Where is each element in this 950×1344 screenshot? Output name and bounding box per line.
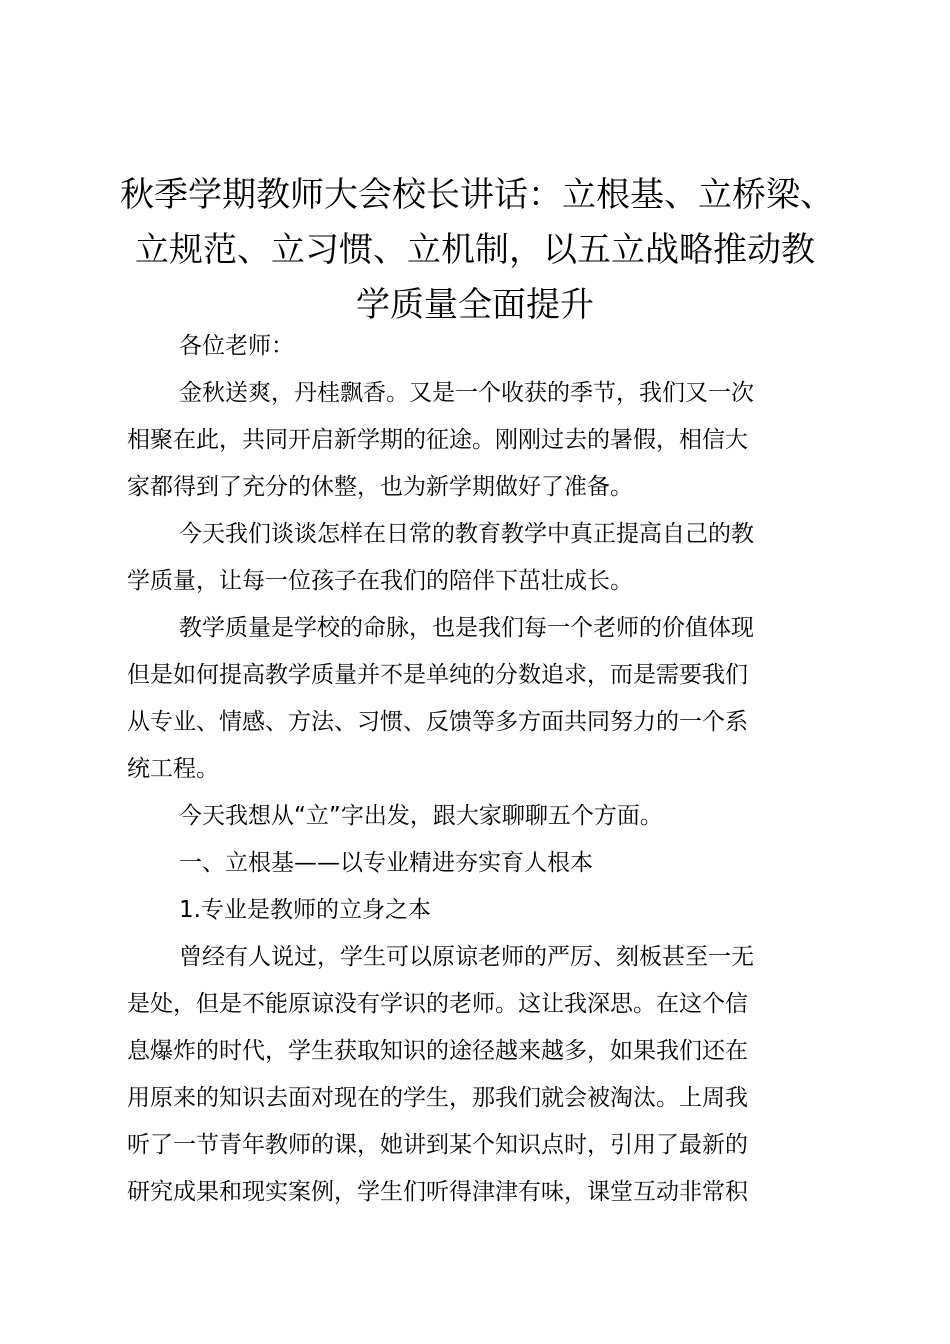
title-line-1: 秋季学期教师大会校长讲话：立根基、立桥梁、	[120, 175, 834, 215]
document-title	[120, 168, 834, 333]
paragraph-4: 今天我想从“立”字出发，跟大家聊聊五个方面。	[179, 803, 663, 829]
title-line-3: 学质量全面提升	[356, 285, 594, 325]
paragraph-3-line-3: 从专业、情感、方法、习惯、反馈等多方面共同努力的一个系	[127, 709, 748, 735]
paragraph-2	[127, 511, 833, 605]
document-body	[127, 323, 833, 1216]
paragraph-5-line-6: 研究成果和现实案例，学生们听得津津有味，课堂互动非常积	[127, 1179, 748, 1205]
paragraph-1-line-2: 相聚在此，共同开启新学期的征途。刚刚过去的暑假，相信大	[127, 427, 748, 453]
paragraph-1-line-3: 家都得到了充分的休整，也为新学期做好了准备。	[127, 474, 633, 500]
paragraph-3-line-4: 统工程。	[127, 756, 219, 782]
paragraph-5-line-5: 听了一节青年教师的课，她讲到某个知识点时，引用了最新的	[127, 1132, 748, 1158]
paragraph-5-line-2: 是处，但是不能原谅没有学识的老师。这让我深思。在这个信	[127, 991, 748, 1017]
subheading-1: 1.专业是教师的立身之本	[179, 897, 431, 923]
title-line-2: 立规范、立习惯、立机制，以五立战略推动教	[135, 230, 815, 270]
paragraph-5-line-4: 用原来的知识去面对现在的学生，那我们就会被淘汰。上周我	[127, 1085, 748, 1111]
paragraph-1	[127, 370, 833, 511]
section-heading-1: 一、立根基——以专业精进夯实育人根本	[179, 850, 593, 876]
paragraph-3	[127, 605, 833, 793]
paragraph-2-line-2: 学质量，让每一位孩子在我们的陪伴下茁壮成长。	[127, 568, 633, 594]
paragraph-5-line-3: 息爆炸的时代，学生获取知识的途径越来越多，如果我们还在	[127, 1038, 748, 1064]
paragraph-1-line-1: 金秋送爽，丹桂飘香。又是一个收获的季节，我们又一次	[179, 380, 754, 406]
paragraph-2-line-1: 今天我们谈谈怎样在日常的教育教学中真正提高自己的教	[179, 521, 754, 547]
paragraph-3-line-1: 教学质量是学校的命脉，也是我们每一个老师的价值体现	[179, 615, 754, 641]
paragraph-5-line-1: 曾经有人说过，学生可以原谅老师的严厉、刻板甚至一无	[179, 944, 754, 970]
greeting: 各位老师：	[179, 333, 294, 359]
paragraph-3-line-2: 但是如何提高教学质量并不是单纯的分数追求，而是需要我们	[127, 662, 748, 688]
paragraph-5	[127, 934, 833, 1216]
